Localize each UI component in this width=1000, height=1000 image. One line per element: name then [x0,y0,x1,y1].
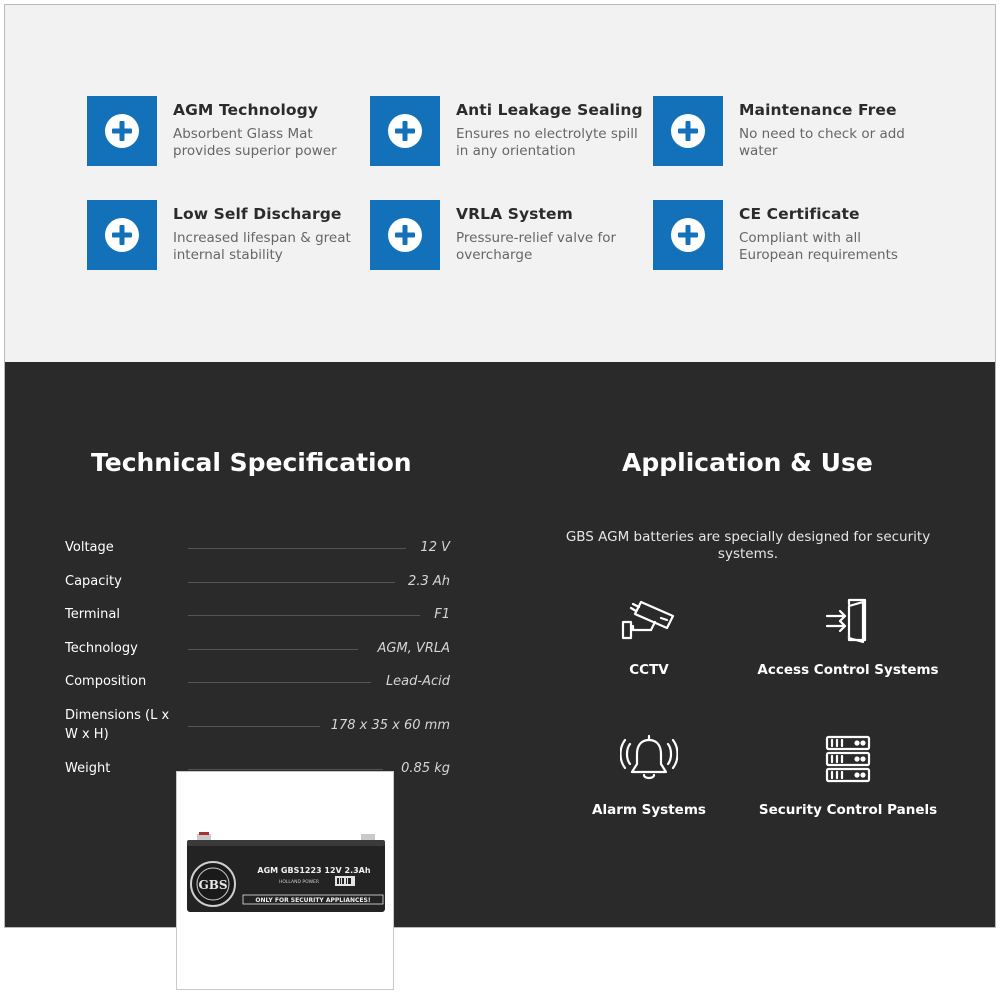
plus-icon [87,200,157,270]
plus-icon [370,96,440,166]
spec-divider [188,582,395,583]
feature-agm-technology [87,96,367,166]
feature-title: Anti Leakage Sealing [456,101,643,119]
cctv-camera-icon [621,598,677,644]
feature-description: Absorbent Glass Mat provides superior power [173,126,337,159]
feature-title: AGM Technology [173,101,319,119]
feature-description: Compliant with all European requirements [739,230,898,263]
spec-divider [188,682,371,683]
battery-product-image [177,772,393,989]
feature-description: Pressure-relief valve for overcharge [456,230,617,263]
spec-label: Weight [65,761,111,776]
feature-description: No need to check or add water [739,126,905,159]
product-image [176,771,394,990]
plus-icon [653,200,723,270]
product-brand-sub: HOLLAND POWER [278,880,320,885]
server-rack-icon [823,734,873,784]
product-warning: ONLY FOR SECURITY APPLIANCES! [255,897,371,904]
spec-divider [188,615,420,616]
app-label: CCTV [629,662,669,678]
spec-application-section [5,362,995,928]
feature-description: Ensures no electrolyte spill in any orientation [456,126,638,159]
plus-icon [653,96,723,166]
page-frame [4,4,996,928]
app-label: Alarm Systems [592,802,706,818]
feature-maintenance-free [653,96,933,166]
spec-row-composition [65,672,450,692]
spec-value: Lead-Acid [385,674,450,689]
spec-value: 12 V [420,540,450,555]
feature-title: Maintenance Free [739,101,897,119]
spec-row-voltage [65,538,450,558]
spec-row-terminal [65,605,450,625]
app-item-security-control-panels [738,734,958,818]
plus-icon [87,96,157,166]
spec-value: 2.3 Ah [408,574,450,589]
spec-row-capacity [65,572,450,592]
plus-icon [370,200,440,270]
product-model-line: AGM GBS1223 12V 2.3Ah [257,866,371,875]
spec-divider [188,769,383,770]
spec-label: Technology [65,641,138,656]
feature-title: VRLA System [456,205,573,223]
spec-divider [188,548,406,549]
application-title: Application & Use [622,448,873,477]
spec-label: Composition [65,674,147,689]
feature-vrla-system [370,200,650,270]
feature-anti-leakage-sealing [370,96,650,166]
spec-label: Voltage [65,540,114,555]
feature-title: CE Certificate [739,205,860,223]
spec-label: Terminal [65,607,120,622]
app-item-alarm-systems [539,734,759,818]
spec-value: 178 x 35 x 60 mm [330,718,450,733]
alarm-bell-icon [620,734,678,784]
app-item-cctv [539,598,759,678]
spec-value: 0.85 kg [401,761,450,776]
application-intro: GBS AGM batteries are specially designed for security systems. [565,529,931,562]
spec-divider [188,649,358,650]
spec-row-dimensions [65,706,450,746]
feature-title: Low Self Discharge [173,205,342,223]
feature-ce-certificate [653,200,933,270]
features-section [5,5,995,362]
product-logo: GBS [198,878,228,892]
spec-label: Capacity [65,574,122,589]
spec-value: AGM, VRLA [377,641,450,656]
feature-description: Increased lifespan & great internal stability [173,230,351,263]
spec-divider [188,726,320,727]
spec-label: Dimensions (L x W x H) [65,708,170,742]
tech-spec-title: Technical Specification [91,448,412,477]
spec-value: F1 [434,607,450,622]
app-item-access-control [738,598,958,678]
spec-row-technology [65,639,450,659]
door-entry-icon [823,598,873,644]
feature-low-self-discharge [87,200,367,270]
app-label: Access Control Systems [757,662,939,678]
app-label: Security Control Panels [758,802,938,818]
